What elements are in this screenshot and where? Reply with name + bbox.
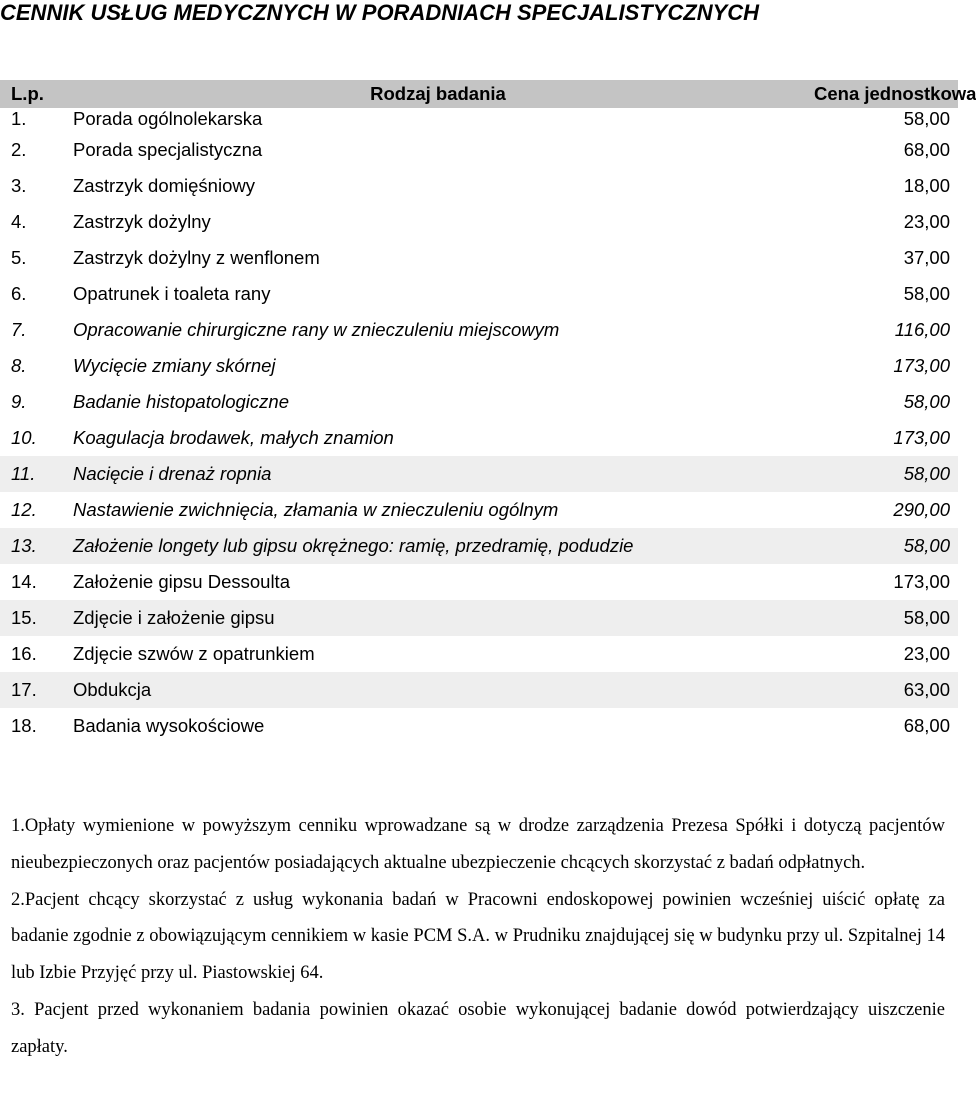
table-row — [0, 492, 958, 528]
row-name: Opracowanie chirurgiczne rany w znieczuleniu miejscowym — [73, 319, 560, 340]
row-lp: 6. — [11, 283, 27, 304]
table-row — [0, 420, 958, 456]
row-lp: 15. — [11, 607, 37, 628]
row-price: 63,00 — [903, 679, 950, 700]
row-name: Nastawienie zwichnięcia, złamania w znieczuleniu ogólnym — [73, 499, 559, 520]
row-price: 23,00 — [903, 643, 950, 664]
table-row — [0, 708, 958, 744]
table-row — [0, 240, 958, 276]
note-paragraph: 1.Opłaty wymienione w powyższym cenniku wprowadzane są w drodze zarządzenia Prezesa Spółki i dotyczą pacjentów nieubezpieczonych oraz pacjentów posiadających aktualne ubezpieczenie chcących skorzystać z badań odpłatnych. — [11, 816, 945, 873]
table-row — [0, 672, 958, 708]
row-price: 58,00 — [903, 283, 950, 304]
table-row — [0, 168, 958, 204]
table-header-row — [0, 80, 958, 108]
table-header — [0, 80, 976, 108]
row-lp: 4. — [11, 211, 27, 232]
row-price: 58,00 — [903, 108, 950, 129]
table-row — [0, 276, 958, 312]
table-body — [0, 108, 958, 744]
row-name: Założenie gipsu Dessoulta — [73, 571, 290, 592]
row-lp: 11. — [11, 463, 36, 484]
note-paragraph: 3. Pacjent przed wykonaniem badania powinien okazać osobie wykonującej badanie dowód potwierdzający uiszczenie zapłaty. — [11, 999, 945, 1057]
row-name: Obdukcja — [73, 679, 152, 700]
row-lp: 5. — [11, 247, 27, 268]
row-lp: 2. — [11, 139, 27, 160]
notes-section — [11, 808, 945, 1066]
row-lp: 3. — [11, 175, 27, 196]
table-row — [0, 132, 958, 168]
row-lp: 14. — [11, 571, 37, 592]
page-title: CENNIK USŁUG MEDYCZNYCH W PORADNIACH SPECJALISTYCZNYCH — [0, 0, 760, 25]
row-name: Wycięcie zmiany skórnej — [73, 355, 276, 376]
row-name: Zastrzyk dożylny — [73, 211, 211, 232]
row-price: 58,00 — [903, 535, 950, 556]
row-price: 37,00 — [903, 247, 950, 268]
row-price: 173,00 — [893, 355, 950, 376]
table-row — [0, 456, 958, 492]
row-name: Opatrunek i toaleta rany — [73, 283, 271, 304]
row-lp: 9. — [11, 391, 27, 412]
row-name: Porada specjalistyczna — [73, 139, 263, 160]
table-row — [0, 384, 958, 420]
row-lp: 10. — [11, 427, 37, 448]
row-lp: 17. — [11, 679, 37, 700]
header-price: Cena jednostkowa — [814, 83, 976, 104]
row-lp: 16. — [11, 643, 37, 664]
row-name: Nacięcie i drenaż ropnia — [73, 463, 272, 484]
row-price: 58,00 — [903, 607, 950, 628]
table-row — [0, 348, 958, 384]
row-name: Zastrzyk domięśniowy — [73, 175, 255, 196]
table-row — [0, 312, 958, 348]
row-price: 173,00 — [893, 571, 950, 592]
table-row — [0, 564, 958, 600]
row-lp: 8. — [11, 355, 27, 376]
table-row — [0, 528, 958, 564]
table-row — [0, 108, 958, 132]
row-name: Porada ogólnolekarska — [73, 108, 263, 129]
row-name: Badanie histopatologiczne — [73, 391, 289, 412]
table-row — [0, 600, 958, 636]
price-table — [0, 80, 976, 744]
note-paragraph: 2.Pacjent chcący skorzystać z usług wykonania badań w Pracowni endoskopowej powinien wcześniej uiścić opłatę za badanie zgodnie z obowiązującym cennikiem w kasie PCM S.A. w Prudniku znajdującej się w budynku przy ul. Szpitalnej 14 lub Izbie Przyjęć przy ul. Piastowskiej 64. — [11, 889, 945, 984]
row-lp: 7. — [11, 319, 27, 340]
row-name: Założenie longety lub gipsu okrężnego: ramię, przedramię, podudzie — [73, 535, 634, 556]
row-lp: 12. — [11, 499, 37, 520]
row-price: 116,00 — [894, 319, 950, 340]
header-name: Rodzaj badania — [370, 83, 506, 104]
row-price: 58,00 — [903, 391, 950, 412]
row-lp: 18. — [11, 715, 37, 736]
row-price: 58,00 — [903, 463, 950, 484]
row-price: 68,00 — [903, 139, 950, 160]
row-name: Badania wysokościowe — [73, 715, 265, 736]
row-lp: 13. — [11, 535, 37, 556]
row-price: 290,00 — [893, 499, 950, 520]
row-price: 23,00 — [903, 211, 950, 232]
row-price: 68,00 — [903, 715, 950, 736]
row-price: 18,00 — [903, 175, 950, 196]
row-name: Zdjęcie szwów z opatrunkiem — [73, 643, 315, 664]
row-price: 173,00 — [893, 427, 950, 448]
table-row — [0, 204, 958, 240]
row-name: Zdjęcie i założenie gipsu — [73, 607, 275, 628]
row-name: Koagulacja brodawek, małych znamion — [73, 427, 394, 448]
row-lp: 1. — [11, 108, 27, 129]
row-name: Zastrzyk dożylny z wenflonem — [73, 247, 320, 268]
table-row — [0, 636, 958, 672]
header-lp: L.p. — [11, 83, 44, 104]
